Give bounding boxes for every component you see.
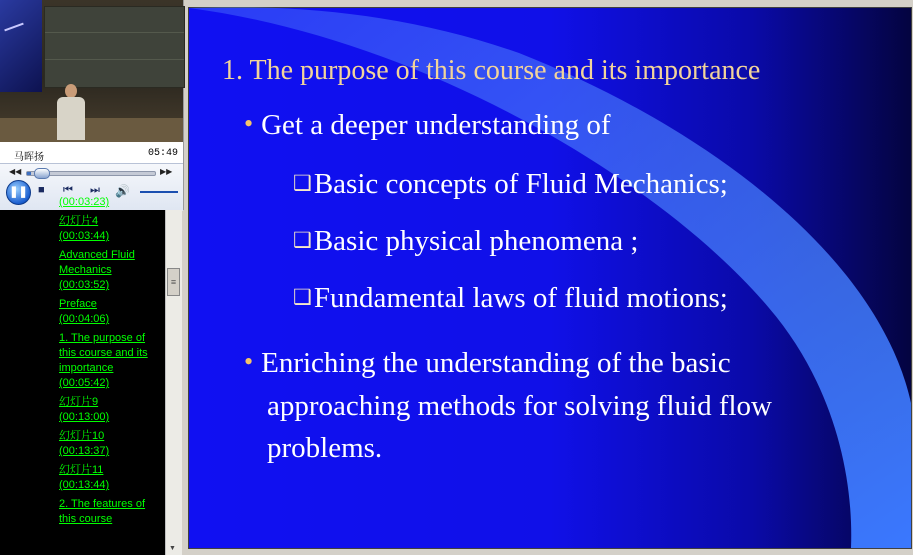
- checkbox-bullet-icon: ❑: [293, 228, 312, 252]
- stop-icon: ■: [38, 184, 45, 196]
- playlist-item-time: (00:03:44): [59, 230, 110, 242]
- playlist-item-time: (00:05:42): [59, 377, 110, 389]
- playlist-item-title: (00:03:23): [59, 196, 110, 208]
- previous-icon: ⏮: [63, 184, 73, 196]
- playlist: [0, 196, 165, 555]
- bullet-dot-icon: •: [244, 347, 254, 376]
- slide-sub-bullet: ❑Fundamental laws of fluid motions;: [293, 282, 728, 314]
- speaker-name: 马晖扬: [14, 152, 44, 163]
- seek-thumb[interactable]: [34, 168, 50, 179]
- slide-bullet: • Enriching the understanding of the basic: [244, 347, 731, 379]
- next-icon: ⏭: [90, 184, 100, 196]
- playlist-item-title: Preface: [59, 298, 97, 310]
- presenter-figure: [55, 84, 87, 140]
- slide-sub-bullet: ❑Basic concepts of Fluid Mechanics;: [293, 168, 728, 200]
- stop-button[interactable]: [38, 184, 45, 196]
- checkbox-bullet-icon: ❑: [293, 285, 312, 309]
- playlist-item-time: (00:13:37): [59, 445, 110, 457]
- video-player: [0, 0, 184, 210]
- slide-bullet: • Get a deeper understanding of: [244, 109, 611, 141]
- playlist-item-time: (00:13:44): [59, 479, 110, 491]
- playlist-item[interactable]: [59, 331, 163, 391]
- slide-bullet-continuation: problems.: [267, 432, 383, 464]
- elapsed-time: 05:49: [147, 148, 178, 159]
- rewind-icon[interactable]: ◀◀: [9, 167, 22, 176]
- playlist-item-time: (00:03:52): [59, 279, 110, 291]
- slide-title: 1. The purpose of this course and its importance: [222, 55, 761, 86]
- volume-slider[interactable]: [140, 191, 178, 193]
- scroll-thumb[interactable]: ≡: [167, 268, 180, 296]
- playlist-item[interactable]: [59, 214, 163, 244]
- playlist-item[interactable]: [59, 429, 163, 459]
- playlist-item[interactable]: [59, 248, 163, 293]
- play-pause-button[interactable]: [6, 180, 31, 205]
- lecture-desk: [0, 118, 183, 142]
- blackboard: [44, 6, 185, 88]
- fast-forward-icon[interactable]: ▶▶: [160, 167, 173, 176]
- seek-bar[interactable]: [26, 171, 156, 176]
- playlist-item-title: Advanced Fluid Mechanics: [59, 249, 135, 276]
- bullet-dot-icon: •: [244, 109, 254, 138]
- playlist-item-title: 幻灯片9: [59, 396, 99, 408]
- scroll-down-arrow-icon[interactable]: ▼: [169, 545, 176, 552]
- checkbox-bullet-icon: ❑: [293, 171, 312, 195]
- playlist-item[interactable]: [59, 463, 163, 493]
- playlist-item[interactable]: [59, 497, 163, 527]
- video-frame[interactable]: [0, 0, 183, 142]
- playlist-item-title: 2. The features of this course: [59, 498, 146, 525]
- pause-icon: ❚❚: [9, 186, 28, 198]
- playlist-item-title: 幻灯片10: [59, 430, 105, 442]
- slide-viewer: [185, 4, 911, 551]
- seek-progress: [27, 172, 31, 175]
- volume-icon[interactable]: 🔊: [115, 184, 130, 198]
- playlist-item-time: (00:04:06): [59, 313, 110, 325]
- slide-sub-bullet: ❑Basic physical phenomena ;: [293, 225, 639, 257]
- playlist-scrollbar[interactable]: [165, 210, 182, 555]
- playlist-item-time: (00:13:00): [59, 411, 110, 423]
- playlist-item[interactable]: [59, 395, 163, 425]
- slide: [188, 7, 912, 549]
- playlist-item-title: 1. The purpose of this course and its importance: [59, 332, 148, 374]
- playlist-item[interactable]: [59, 297, 163, 327]
- playlist-item[interactable]: [59, 195, 163, 210]
- projection-screen: [0, 0, 42, 92]
- playlist-item-title: 幻灯片4: [59, 215, 99, 227]
- playlist-item-title: 幻灯片11: [59, 464, 104, 476]
- slide-bullet-continuation: approaching methods for solving fluid flow: [267, 390, 772, 422]
